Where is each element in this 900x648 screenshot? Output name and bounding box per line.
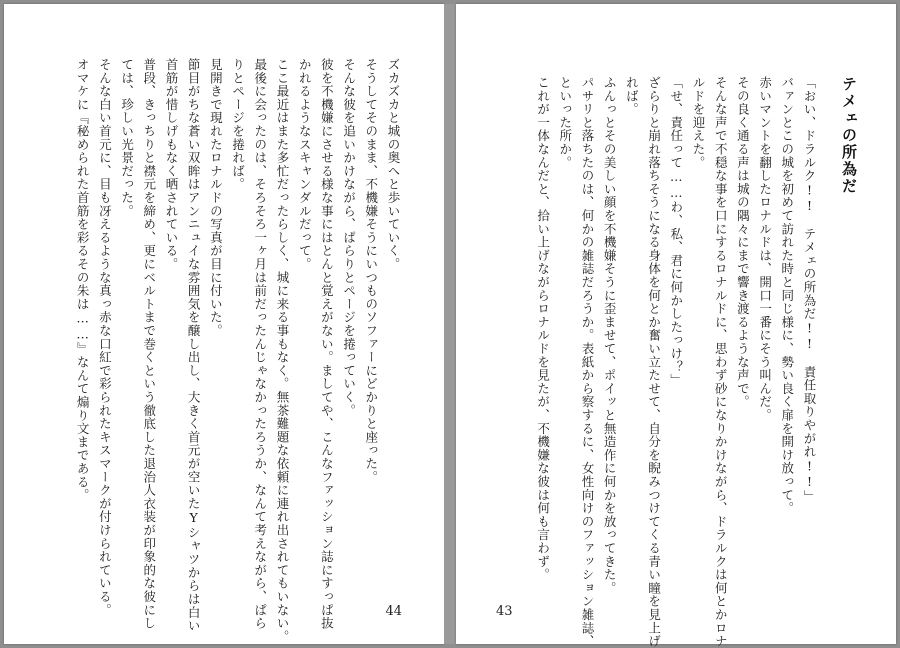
right-page — [456, 4, 896, 648]
paragraph: 最後に会ったのは、そろそろ一ヶ月は前だったんじゃなかったろうか、なんて考えながら、ぱら — [252, 58, 268, 630]
paragraph: オマケに『秘められた首筋を彩るその朱は……』なんて煽り文まである。 — [75, 58, 91, 502]
paragraph: そんな白い首元に、目も冴えるような真っ赤な口紅で彩られたキスマークが付けられている。 — [97, 58, 113, 617]
paragraph: そんな声で不穏な事を口にするロナルドに、思わず砂になりかけながら、ドラルクは何とかロナ — [713, 76, 729, 648]
paragraph: といった所か。 — [557, 76, 573, 170]
page-number: 43 — [496, 604, 513, 619]
left-page — [4, 4, 444, 644]
paragraph: その良く通る声は城の隅々にまで響き渡るような声で。 — [735, 76, 751, 409]
right-page-body — [531, 76, 820, 648]
paragraph: ルドを迎えた。 — [690, 76, 706, 170]
paragraph: そうしてそのまま、不機嫌そうにいつものソファーにどかりと座った。 — [363, 58, 379, 484]
paragraph: かれるようなスキャンダルだって。 — [297, 58, 313, 271]
paragraph: これが一体なんだと、拾い上げながらロナルドを見たが、不機嫌な彼は何も言わず。 — [535, 76, 551, 582]
paragraph: れば。 — [624, 76, 640, 116]
paragraph: ては、珍しい光景だった。 — [119, 58, 135, 218]
paragraph: 彼を不機嫌にさせる様な事にはとんと覚えがない。ましてや、こんなファッション誌にすっぱ抜 — [319, 58, 335, 630]
paragraph: 赤いマントを翻したロナルドは、開口一番にそう叫んだ。 — [757, 76, 773, 422]
paragraph: バァンとこの城を初めて訪れた時と同じ様に、勢い良く扉を開け放って。 — [779, 76, 795, 515]
paragraph: 普段、きっちりと襟元を締め、更にベルトまで巻くという徹底した退治人衣装が印象的な彼にし — [141, 58, 157, 630]
paragraph: 首筋が惜しげもなく晒されている。 — [163, 58, 179, 271]
page-number: 44 — [385, 604, 402, 619]
paragraph: そんな彼を追いかけながら、ぱらりとページを捲っていく。 — [341, 58, 357, 418]
paragraph: 「おい、ドラルク!! テメェの所為だ!! 責任取りやがれ!!」 — [802, 76, 817, 504]
paragraph: 「せ、責任って……わ、私、君に何かしたっけ？」 — [668, 76, 684, 387]
paragraph: 節目がちな蒼い双眸はアンニュイな雰囲気を醸し出し、大きく首元が空いたYシャツからは白い — [186, 58, 202, 633]
chapter-title: テメェの所為だ — [840, 76, 858, 195]
paragraph: パサリと落ちたのは、何かの雑誌だろうか。表紙から察するに、女性向けのファッション雑誌、 — [579, 76, 595, 648]
paragraph: ここ最近はまた多忙だったらしく、城に来る事もなく。無茶難題な依頼に連れ出されてもいない。 — [274, 58, 290, 644]
paragraph: ズカズカと城の奥へと歩いていく。 — [386, 58, 401, 271]
paragraph: 見開きで現れたロナルドの写真が目に付いた。 — [208, 58, 224, 338]
paragraph: ふんっとその美しい顔を不機嫌そうに歪ませて、ポイッと無造作に何かを放ってきた。 — [602, 76, 618, 595]
paragraph: ざらりと崩れ落ちそうになる身体を何とか奮い立たせて、自分を睨みつけてくる青い瞳を見上げ — [646, 76, 662, 648]
paragraph: りとページを捲れば。 — [230, 58, 246, 191]
page-gutter — [444, 4, 456, 644]
